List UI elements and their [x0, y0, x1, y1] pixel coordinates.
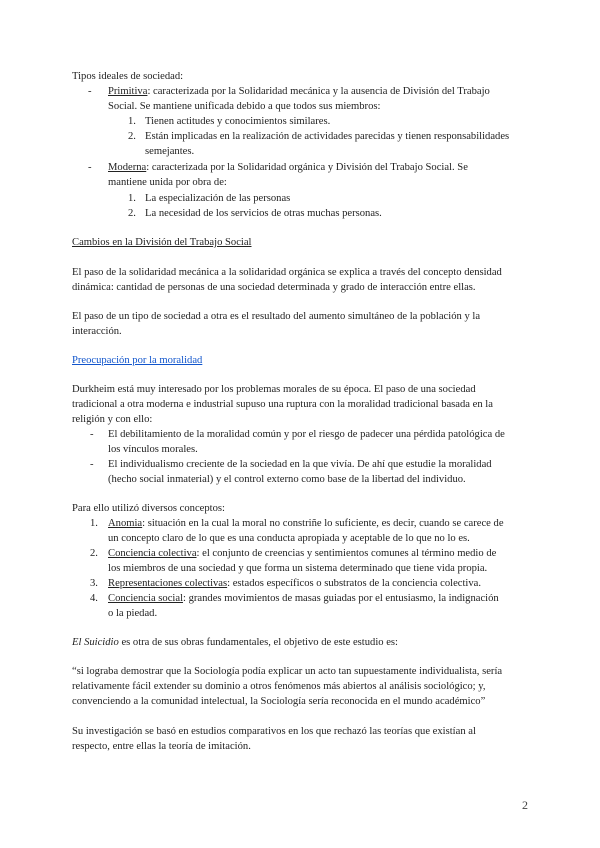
suicidio-text: es otra de sus obras fundamentales, el objetivo de este estudio es: — [118, 637, 398, 648]
moralidad-bullet-1-line-2: los vínculos morales. — [108, 444, 198, 455]
concepto-text: : estados específicos o substratos de la conciencia colectiva. — [227, 578, 482, 589]
moralidad-p1-line-3: religión y con ello: — [72, 414, 153, 425]
cambios-p1-line-2: dinámica: cantidad de personas de una sociedad determinada y grado de interacción entre ellas. — [72, 282, 476, 293]
moderna-item-2: La necesidad de los servicios de otras muchas personas. — [145, 208, 382, 219]
moralidad-p1-line-2: tradicional a otra moderna e industrial supuso una ruptura con la moralidad tradicional basada en la — [72, 399, 493, 410]
dash-marker: - — [88, 162, 92, 173]
quote-line-2: relativamente fácil extender su dominio a otros fenómenos más abiertos al análisis sociológico; y, — [72, 681, 486, 692]
concepto-text: : situación en la cual la moral no constriñe lo suficiente, es decir, cuando se carece de — [142, 518, 504, 529]
moralidad-bullet-1-line-1: El debilitamiento de la moralidad común y por el riesgo de padecer una pérdida patológica de — [108, 429, 505, 440]
moralidad-p1-line-1: Durkheim está muy interesado por los problemas morales de su época. El paso de una sociedad — [72, 384, 476, 395]
list-number: 2. — [128, 131, 136, 142]
primitiva-term: Primitiva — [108, 86, 148, 97]
primitiva-item-1: Tienen actitudes y conocimientos similares. — [145, 116, 331, 127]
concepto-term: Conciencia colectiva — [108, 548, 197, 559]
cambios-p2-line-2: interacción. — [72, 326, 122, 337]
conceptos-intro: Para ello utilizó diversos conceptos: — [72, 503, 225, 514]
moderna-term: Moderna — [108, 162, 147, 173]
primitiva-text: : caracterizada por la Solidaridad mecánica y la ausencia de División del Trabajo — [147, 86, 490, 97]
moderna-item-1: La especialización de las personas — [145, 193, 291, 204]
concepto-conciencia-colectiva-line-2: los miembros de una sociedad y que forma un sistema determinado que tiene vida propia. — [108, 563, 488, 574]
cambios-p2-line-1: El paso de un tipo de sociedad a otra es el resultado del aumento simultáneo de la población y la — [72, 311, 481, 322]
concepto-conciencia-colectiva — [108, 547, 496, 562]
moralidad-bullet-2-line-2: (hecho social inmaterial) y el control externo como base de la libertad del individuo. — [108, 474, 466, 485]
moderna-text: : caracterizada por la Solidaridad orgánica y División del Trabajo Social. Se — [146, 162, 468, 173]
list-number: 1. — [128, 116, 136, 127]
quote-line-1: “si lograba demostrar que la Sociología podía explicar un acto tan supuestamente individualista, sería — [72, 666, 503, 677]
moralidad-bullet-2-line-1: El individualismo creciente de la sociedad en la que vivía. De ahí que estudie la moralidad — [108, 459, 492, 470]
primitiva-line-2: Social. Se mantiene unificada debido a que todos sus miembros: — [108, 101, 381, 112]
primitiva-item-2-cont: semejantes. — [145, 146, 195, 157]
concepto-text: : grandes movimientos de masas guiadas por el entusiasmo, la indignación — [183, 593, 499, 604]
concepto-conciencia-social-line-2: o la piedad. — [108, 608, 158, 619]
primitiva-line-1 — [108, 85, 490, 100]
primitiva-item-2: Están implicadas en la realización de actividades parecidas y tienen responsabilidades — [145, 131, 510, 142]
list-number: 2. — [90, 548, 98, 559]
dash-marker: - — [90, 429, 94, 440]
suicidio-title: El Suicidio — [72, 637, 119, 648]
concepto-anomia-line-2: un concepto claro de lo que es una conducta apropiada y aceptable de lo que no lo es. — [108, 533, 470, 544]
page-number: 2 — [522, 798, 528, 812]
concepto-term: Representaciones colectivas — [108, 578, 228, 589]
moralidad-heading-link[interactable]: Preocupación por la moralidad — [72, 355, 203, 366]
concepto-anomia — [108, 517, 504, 532]
concepto-representaciones — [108, 577, 481, 592]
moderna-line-2: mantiene unida por obra de: — [108, 177, 227, 188]
list-number: 1. — [90, 518, 98, 529]
dash-marker: - — [90, 459, 94, 470]
concepto-conciencia-social — [108, 592, 499, 607]
moderna-line-1 — [108, 161, 468, 176]
investigacion-line-2: respecto, entre ellas la teoría de imitación. — [72, 741, 251, 752]
concepto-term: Conciencia social — [108, 593, 184, 604]
cambios-p1-line-1: El paso de la solidaridad mecánica a la solidaridad orgánica se explica a través del concepto densidad — [72, 267, 502, 278]
concepto-text: : el conjunto de creencias y sentimientos comunes al término medio de — [196, 548, 497, 559]
investigacion-line-1: Su investigación se basó en estudios comparativos en los que rechazó las teorías que existían al — [72, 726, 476, 737]
list-number: 2. — [128, 208, 136, 219]
list-number: 3. — [90, 578, 98, 589]
concepto-term: Anomia — [108, 518, 143, 529]
cambios-heading: Cambios en la División del Trabajo Social — [72, 237, 252, 248]
list-number: 4. — [90, 593, 98, 604]
list-number: 1. — [128, 193, 136, 204]
dash-marker: - — [88, 86, 92, 97]
types-heading: Tipos ideales de sociedad: — [72, 71, 184, 82]
quote-line-3: convenciendo a la comunidad intelectual, la Sociología sería reconocida en el mundo académico” — [72, 696, 486, 707]
suicidio-paragraph — [72, 636, 398, 651]
